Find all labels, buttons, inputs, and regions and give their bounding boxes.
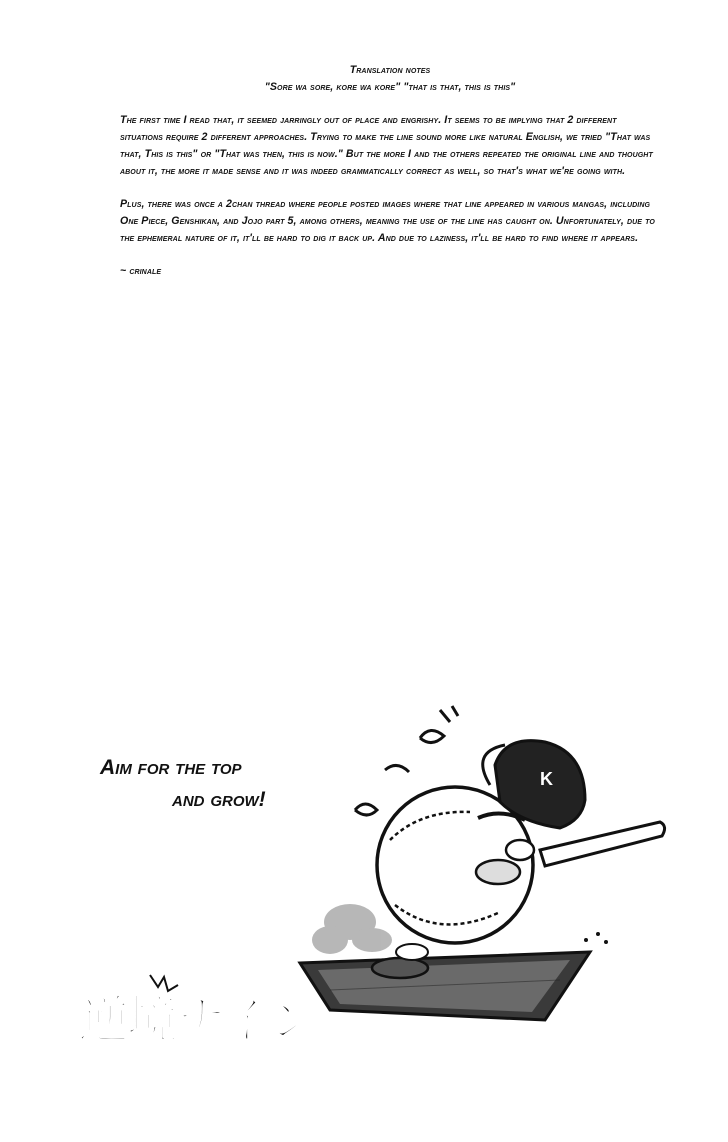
notes-title: Translation notes [349,64,431,76]
notes-paragraph-1: The first time I read that, it seemed jarringly out of place and engrishy. It seems to be implying that 2 different situations require 2 different approaches. Trying to make the line sound more like natural English, we tried "That was that, This is this" or "That was then, this is now." But the more I and the others repeated the original line and thought about it, the more it made sense and it was indeed grammatically correct as well, so that's what we're going with. [120,114,653,177]
translation-notes [120,62,660,280]
notes-subtitle: "Sore wa sore, kore wa kore" "that is that, this is this" [264,81,516,93]
notes-signature: ~ crinale [120,265,162,277]
dust-cloud [312,904,392,954]
series-logo-text: 逆境ナイン [78,991,315,1051]
series-logo [78,975,315,1051]
cap-letter-mark: K [540,769,553,789]
logo-burst-mark [150,975,178,991]
motion-dots [584,932,608,944]
slogan-line-1: Aim for the top [100,756,242,779]
slogan-line-2: and grow! [172,788,266,811]
baseball-mascot-illustration [0,690,728,1142]
home-plate [300,952,590,1020]
notes-paragraph-2: Plus, there was once a 2chan thread where people posted images where that line appeared in various mangas, including One Piece, Genshikan, and Jojo part 5, among others, meaning the use of the line has caught on. Unfortunately, due to the ephemeral nature of it, it'll be hard to dig it back up. And due to laziness, it'll be hard to find where it appears. [120,198,655,244]
